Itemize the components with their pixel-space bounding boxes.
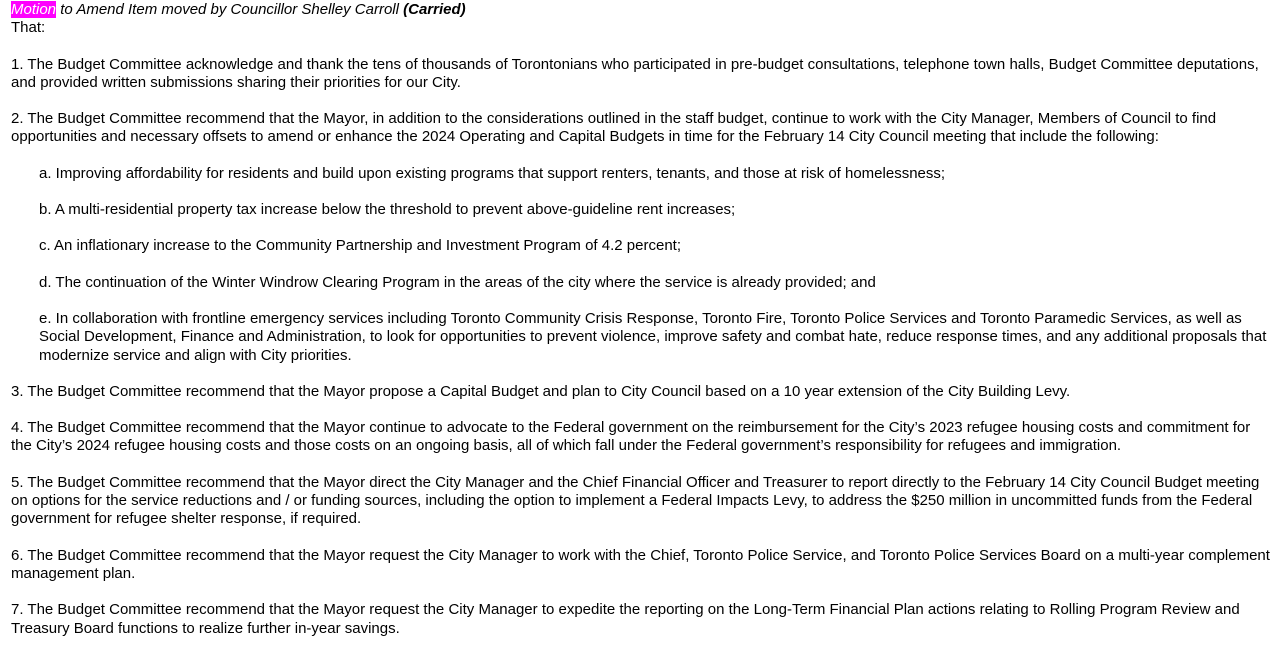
recommendation-6: 6. The Budget Committee recommend that the Mayor request the City Manager to work with the Chief, Toronto Police Service, and Toronto Police Services Board on a multi-year complement management plan.	[11, 546, 1270, 582]
recommendation-5: 5. The Budget Committee recommend that the Mayor direct the City Manager and the Chief Financial Officer and Treasurer to report directly to the February 14 City Council Budget meeting on options for the service reductions and / or funding sources, including the option to implement a Federal Impacts Levy, to address the $250 million in uncommitted funds from the Federal government for refugee shelter response, if required.	[11, 473, 1260, 528]
motion-heading	[11, 1, 1274, 19]
recommendation-2b: b. A multi-residential property tax increase below the threshold to prevent above-guideline rent increases;	[39, 201, 736, 219]
recommendation-2: 2. The Budget Committee recommend that the Mayor, in addition to the considerations outlined in the staff budget, continue to work with the City Manager, Members of Council to find opportunities and necessary offsets to amend or enhance the 2024 Operating and Capital Budgets in time for the February 14 City Council meeting that include the following:	[11, 110, 1217, 146]
that-label: That:	[11, 19, 46, 37]
recommendation-2d: d. The continuation of the Winter Windrow Clearing Program in the areas of the city where the service is already provided; and	[39, 273, 876, 291]
motion-link[interactable]: Motion	[11, 1, 57, 18]
recommendation-2e: e. In collaboration with frontline emergency services including Toronto Community Crisis Response, Toronto Fire, Toronto Police Services and Toronto Paramedic Services, as well as Social Development, Finance and Administration, to look for opportunities to prevent violence, improve safety and combat hate, reduce response times, and any additional proposals that modernize service and align with City priorities.	[39, 309, 1267, 364]
motion-mover: to Amend Item moved by Councillor Shelley Carroll	[56, 1, 404, 18]
recommendation-2c: c. An inflationary increase to the Community Partnership and Investment Program of 4.2 percent;	[39, 237, 681, 255]
recommendation-2a: a. Improving affordability for residents and build upon existing programs that support renters, tenants, and those at risk of homelessness;	[39, 164, 946, 182]
recommendation-7: 7. The Budget Committee recommend that the Mayor request the City Manager to expedite the reporting on the Long-Term Financial Plan actions relating to Rolling Program Review and Treasury Board functions to realize further in-year savings.	[11, 601, 1240, 637]
recommendation-3: 3. The Budget Committee recommend that the Mayor propose a Capital Budget and plan to City Council based on a 10 year extension of the City Building Levy.	[11, 382, 1071, 400]
recommendation-1: 1. The Budget Committee acknowledge and thank the tens of thousands of Torontonians who participated in pre-budget consultations, telephone town halls, Budget Committee deputations, and provided written submissions sharing their priorities for our City.	[11, 55, 1259, 91]
motion-status: (Carried)	[403, 1, 466, 18]
recommendation-4: 4. The Budget Committee recommend that the Mayor continue to advocate to the Federal government on the reimbursement for the City’s 2023 refugee housing costs and commitment for the City’s 2024 refugee housing costs and those costs on an ongoing basis, all of which fall under the Federal government’s responsibility for refugees and immigration.	[11, 419, 1251, 455]
